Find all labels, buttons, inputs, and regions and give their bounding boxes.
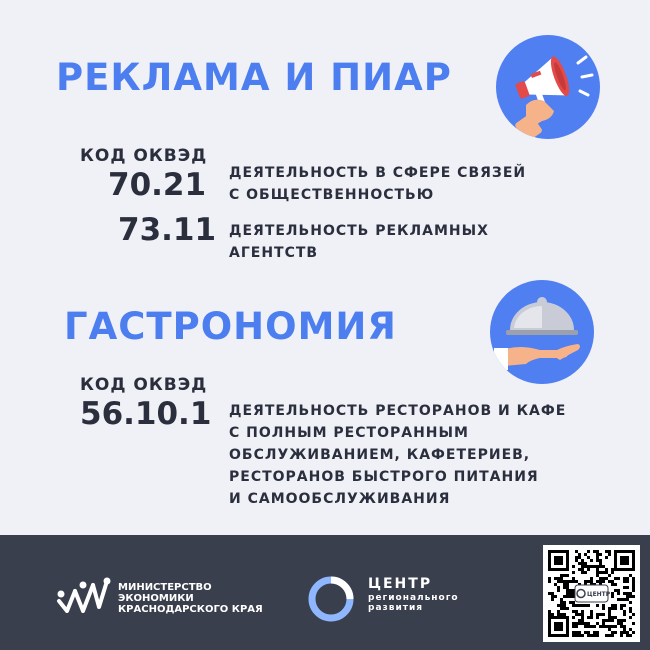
ministry-line: ЭКОНОМИКИ	[118, 593, 194, 604]
ministry-name	[118, 582, 263, 615]
megaphone-icon	[496, 35, 600, 139]
desc-line: И САМООБСЛУЖИВАНИЯ	[229, 491, 451, 507]
ministry-line: КРАСНОДАРСКОГО КРАЯ	[118, 604, 263, 615]
code-73-11: 73.11	[118, 212, 217, 248]
center-sub-line: развития	[368, 603, 424, 613]
code-56-10-1: 56.10.1	[80, 396, 212, 432]
center-sub-line: регионального	[368, 593, 459, 603]
code-70-21-description	[229, 162, 526, 206]
ministry-logo-icon	[55, 577, 113, 613]
footer	[0, 535, 650, 650]
desc-line: С ОБЩЕСТВЕННОСТЬЮ	[229, 187, 435, 203]
desc-line: ДЕЯТЕЛЬНОСТЬ В СФЕРЕ СВЯЗЕЙ	[229, 165, 527, 181]
qr-caption: ЦЕНТР	[587, 591, 611, 598]
code-73-11-description	[229, 220, 489, 264]
section2-title: ГАСТРОНОМИЯ	[64, 305, 397, 348]
desc-line: ОБСЛУЖИВАНИЕМ, КАФЕТЕРИЕВ,	[229, 447, 531, 463]
section1-title: РЕКЛАМА И ПИАР	[56, 56, 452, 99]
cloche-icon	[490, 280, 594, 384]
code-56-10-1-description	[229, 400, 566, 510]
section2-kod-label: КОД ОКВЭД	[80, 375, 208, 395]
desc-line: РЕСТОРАНОВ БЫСТРОГО ПИТАНИЯ	[229, 469, 539, 485]
center-subtitle	[368, 593, 459, 613]
desc-line: С ПОЛНЫМ РЕСТОРАННЫМ	[229, 425, 469, 441]
desc-line: АГЕНТСТВ	[229, 245, 319, 261]
desc-line: ДЕЯТЕЛЬНОСТЬ РЕСТОРАНОВ И КАФЕ	[229, 403, 567, 419]
center-logo-icon	[305, 573, 357, 625]
qr-code[interactable]	[543, 545, 640, 642]
desc-line: ДЕЯТЕЛЬНОСТЬ РЕКЛАМНЫХ	[229, 223, 489, 239]
code-70-21: 70.21	[108, 167, 207, 203]
ministry-line: МИНИСТЕРСТВО	[118, 582, 212, 593]
center-title: ЦЕНТР	[368, 576, 433, 592]
qr-code-icon	[543, 545, 640, 642]
section1-kod-label: КОД ОКВЭД	[80, 146, 208, 166]
